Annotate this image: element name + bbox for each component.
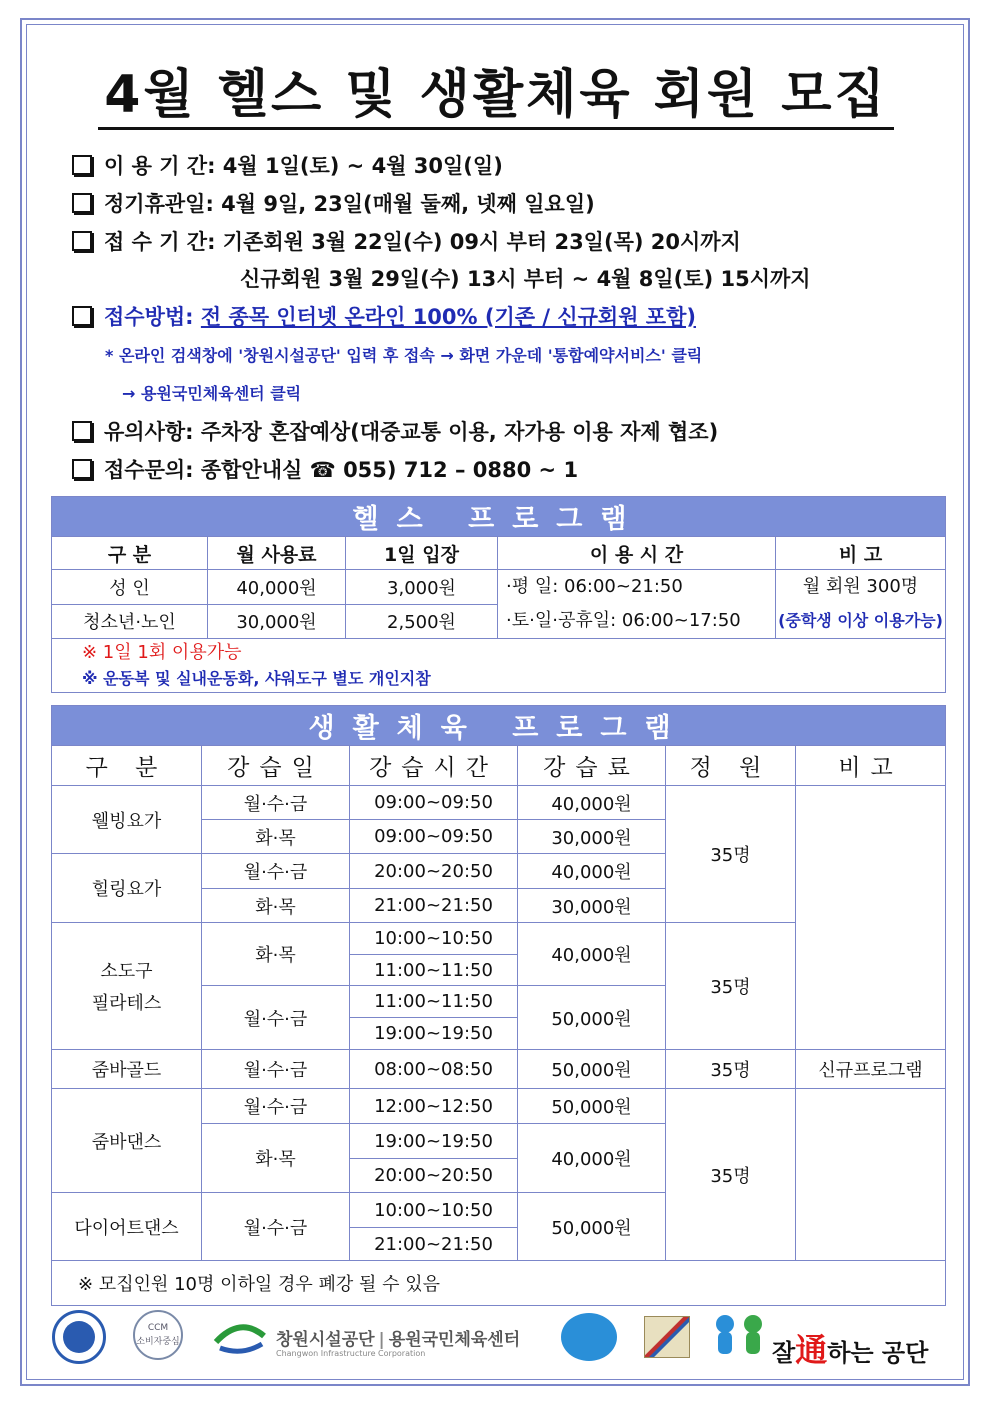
life-footnote: ※ 모집인원 10명 이하일 경우 폐강 될 수 있음 [52,1261,946,1306]
note-members: 월 회원 300명 [802,576,919,597]
col-note: 비고 [796,746,946,786]
class-time: 11:00~11:50 [350,986,518,1018]
footnote-once-daily: ※ 1일 1회 이용가능 [82,641,242,663]
col-daily-fee: 1일 입장 [346,537,498,570]
class-days: 월·수·금 [202,786,350,820]
class-days: 화·목 [202,889,350,923]
class-fee: 50,000원 [518,1193,666,1261]
class-fee: 40,000원 [518,1124,666,1193]
page-title: 4월 헬스 및 생활체육 회원 모집 [0,52,992,127]
hours-cell [498,570,776,639]
new-program-note: 신규프로그램 [796,1050,946,1089]
capacity: 35명 [666,923,796,1050]
method-note-2: → 용원국민체육센터 클릭 [122,384,302,403]
class-time: 10:00~10:50 [350,1193,518,1228]
class-time: 09:00~09:50 [350,820,518,854]
row-monthly: 40,000원 [208,570,346,605]
col-time: 강습시간 [350,746,518,786]
hours-weekend: ·토·일·공휴일: 06:00~17:50 [506,610,741,631]
health-footnotes [52,639,946,693]
class-days: 화·목 [202,1124,350,1193]
note-cell [776,570,946,639]
col-hours: 이 용 시 간 [498,537,776,570]
certification-logo-icon [644,1316,690,1358]
class-time: 20:00~20:50 [350,1159,518,1193]
col-monthly-fee: 월 사용료 [208,537,346,570]
class-time: 12:00~12:50 [350,1089,518,1124]
class-days: 월·수·금 [202,1193,350,1261]
class-time: 21:00~21:50 [350,1228,518,1261]
col-category: 구 분 [52,537,208,570]
class-fee: 40,000원 [518,923,666,986]
health-header: 헬스 프로그램 [52,497,946,537]
mascot-icon [710,1312,768,1358]
human-rights-badge-icon [52,1310,106,1364]
info-closed-days: 정기휴관일: 4월 9일, 23일(매월 둘째, 넷째 일요일) [72,188,595,218]
footnote-personal-items: ※ 운동복 및 실내운동화, 샤워도구 별도 개인지참 [82,668,431,688]
row-monthly: 30,000원 [208,604,346,639]
org-swoosh-logo-icon [212,1322,268,1356]
class-days: 월·수·금 [202,986,350,1050]
class-time: 09:00~09:50 [350,786,518,820]
ccm-label: CCM [147,1323,169,1333]
program-name: 줌바댄스 [52,1089,202,1193]
hours-weekday: ·평 일: 06:00~21:50 [506,576,683,597]
info-reception: 접 수 기 간: 기존회원 3월 22일(수) 09시 부터 23일(목) 20시까지 [72,226,741,256]
table-row [52,1089,946,1124]
row-category: 청소년·노인 [52,604,208,639]
class-days: 화·목 [202,923,350,986]
clean-city-logo-icon [561,1313,617,1361]
class-fee: 30,000원 [518,820,666,854]
col-days: 강습일 [202,746,350,786]
class-time: 11:00~11:50 [350,955,518,986]
program-name: 줌바골드 [52,1050,202,1089]
checkbox-icon [72,193,92,213]
program-name-line1: 소도구 [100,961,153,982]
ccm-badge-icon [133,1310,183,1360]
class-fee: 50,000원 [518,1089,666,1124]
row-category: 성 인 [52,570,208,605]
checkbox-icon [72,459,92,479]
class-fee: 50,000원 [518,1050,666,1089]
org-name-text: 창원시설공단 [276,1330,375,1350]
program-name [52,923,202,1050]
class-time: 19:00~19:50 [350,1124,518,1159]
col-fee: 강습료 [518,746,666,786]
method-link[interactable]: 전 종목 인터넷 온라인 100% (기존 / 신규회원 포함) [200,305,696,329]
capacity: 35명 [666,1050,796,1089]
row-daily: 2,500원 [346,604,498,639]
info-method: 접수방법: 전 종목 인터넷 온라인 100% (기존 / 신규회원 포함) [72,301,696,331]
checkbox-icon [72,231,92,251]
org-name: 창원시설공단 | 용원국민체육센터 [276,1330,521,1350]
program-name-line2: 필라테스 [91,993,162,1014]
note-eligibility: (중학생 이상 이용가능) [778,611,943,630]
class-days: 화·목 [202,820,350,854]
class-time: 20:00~20:50 [350,854,518,889]
class-fee: 50,000원 [518,986,666,1050]
method-note-1: * 온라인 검색창에 '창원시설공단' 입력 후 접속 → 화면 가운데 '통합예약서비스' 클릭 [105,346,703,365]
table-row [52,570,946,605]
class-time: 19:00~19:50 [350,1018,518,1050]
table-row [52,786,946,820]
checkbox-icon [72,421,92,441]
info-caution: 유의사항: 주차장 혼잡예상(대중교통 이용, 자가용 이용 자제 협조) [72,416,718,446]
class-fee: 40,000원 [518,786,666,820]
slogan: 잘通하는 공단 [772,1331,929,1369]
class-days: 월·수·금 [202,1050,350,1089]
program-name: 다이어트댄스 [52,1193,202,1261]
row-daily: 3,000원 [346,570,498,605]
program-name: 힐링요가 [52,854,202,923]
capacity: 35명 [666,1089,796,1261]
checkbox-icon [72,306,92,326]
class-time: 21:00~21:50 [350,889,518,923]
center-name-text: 용원국민체육센터 [388,1330,521,1350]
class-fee: 40,000원 [518,854,666,889]
note-empty [796,1089,946,1261]
col-category: 구 분 [52,746,202,786]
checkbox-icon [72,155,92,175]
col-note: 비 고 [776,537,946,570]
org-name-english: Changwon Infrastructure Corporation [276,1349,426,1358]
note-empty [796,786,946,1050]
life-sports-table [51,705,946,1306]
col-capacity: 정 원 [666,746,796,786]
class-days: 월·수·금 [202,854,350,889]
life-header: 생활체육 프로그램 [52,706,946,746]
class-days: 월·수·금 [202,1089,350,1124]
info-reception-new: 신규회원 3월 29일(수) 13시 부터 ~ 4월 8일(토) 15시까지 [240,267,811,291]
class-fee: 30,000원 [518,889,666,923]
class-time: 08:00~08:50 [350,1050,518,1089]
class-time: 10:00~10:50 [350,923,518,955]
info-period: 이 용 기 간: 4월 1일(토) ~ 4월 30일(일) [72,150,503,180]
health-program-table [51,496,946,693]
program-name: 웰빙요가 [52,786,202,854]
info-inquiry: 접수문의: 종합안내실 ☎ 055) 712 – 0880 ~ 1 [72,454,578,484]
ccm-sublabel: 소비자중심 [136,1337,180,1347]
capacity: 35명 [666,786,796,923]
table-row [52,1050,946,1089]
